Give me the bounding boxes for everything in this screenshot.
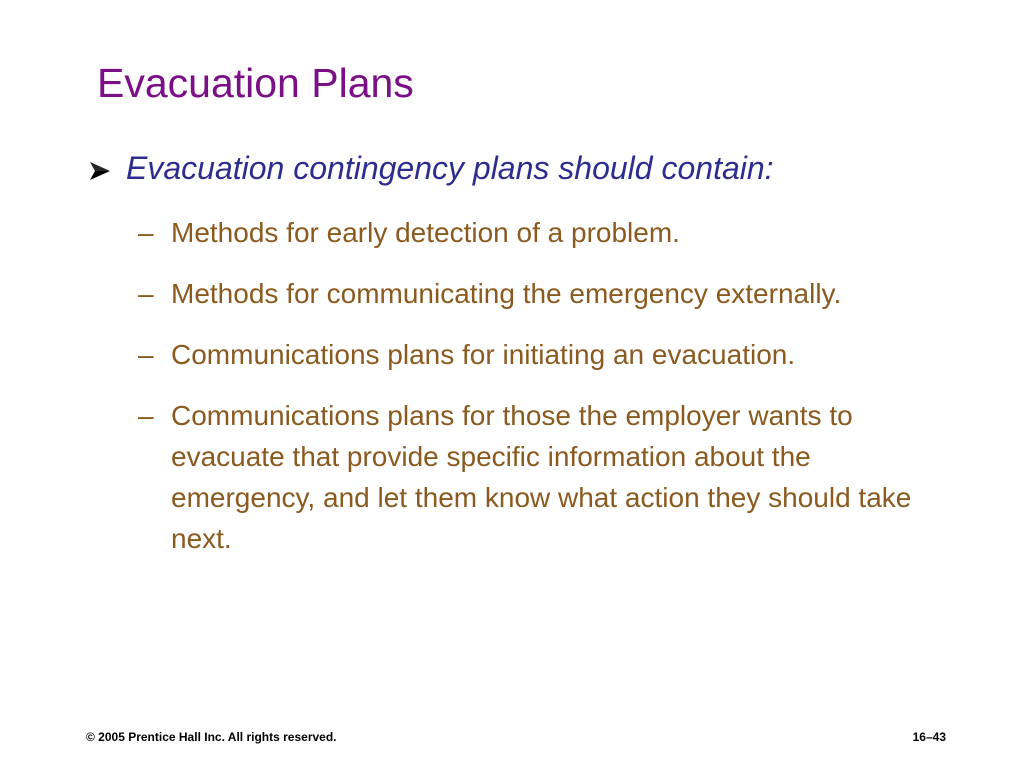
dash-bullet: – [138, 339, 154, 370]
copyright-footer: © 2005 Prentice Hall Inc. All rights reserved. [86, 730, 337, 744]
sub-bullet-text: Communications plans for those the employer wants to evacuate that provide specific information about the emergency, and let them know what action they should take next. [171, 400, 912, 554]
dash-bullet: – [138, 217, 154, 248]
sub-bullet-item [138, 273, 958, 314]
arrow-bullet-icon [88, 159, 116, 183]
sub-bullet-text: Methods for communicating the emergency externally. [171, 278, 842, 309]
sub-bullet-item [138, 334, 958, 375]
dash-bullet: – [138, 400, 154, 431]
page-number: 16–43 [912, 730, 946, 744]
slide-title: Evacuation Plans [97, 60, 414, 106]
sub-bullet-text: Methods for early detection of a problem. [171, 217, 680, 248]
sub-bullet-item [138, 212, 958, 253]
main-bullet-text: Evacuation contingency plans should contain: [126, 150, 774, 186]
sub-bullet-text: Communications plans for initiating an evacuation. [171, 339, 796, 370]
sub-bullet-item [138, 395, 958, 559]
main-bullet [88, 146, 988, 190]
sub-bullet-list [138, 212, 958, 579]
dash-bullet: – [138, 278, 154, 309]
